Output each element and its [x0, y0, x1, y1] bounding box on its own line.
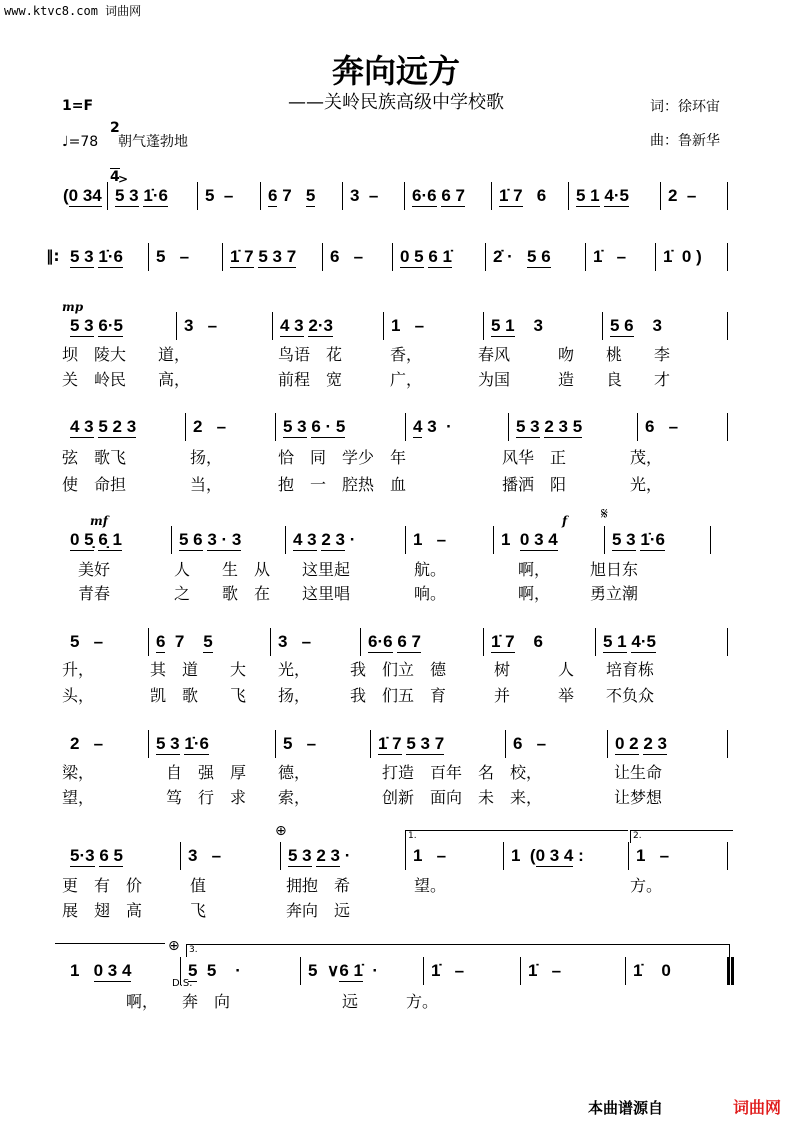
barline [360, 628, 361, 656]
beamed-notes: 6̣ 1 [98, 530, 123, 549]
beamed-notes: 5 1 [603, 632, 627, 651]
measure [230, 247, 296, 267]
barline [607, 730, 608, 758]
measure [491, 316, 543, 336]
notes: ( [63, 186, 69, 205]
measure [278, 632, 311, 652]
notes: 2 – [70, 734, 104, 753]
beamed-notes: 6 1̇ [428, 247, 453, 266]
barline [260, 182, 261, 210]
barline [625, 957, 626, 985]
measure [156, 734, 209, 754]
barline [485, 243, 486, 271]
notes: 3 – [278, 632, 312, 651]
measure [645, 417, 678, 437]
beamed-notes: 1̇ 7 [499, 186, 523, 205]
barline [423, 957, 424, 985]
measure [499, 186, 546, 206]
notes: · [345, 530, 356, 549]
beamed-notes: 4·5 [604, 186, 629, 205]
measure [280, 316, 333, 336]
notes: 2̇ · [493, 247, 528, 266]
measure [70, 632, 103, 652]
barline [176, 312, 177, 340]
barline [285, 526, 286, 554]
dynamic-mf: mf [90, 514, 108, 528]
beamed-notes: 5 6 [179, 530, 203, 549]
barline [405, 413, 406, 441]
dynamic-mp: mp [62, 300, 84, 314]
coda-icon-2: ⊕ [168, 938, 180, 954]
measure [633, 961, 671, 981]
measure [63, 186, 102, 206]
lyric-line-1: 梁， 自 强 厚 德， 打造 百年 名 校， 让生命 [62, 763, 663, 782]
barline [491, 182, 492, 210]
barline [275, 730, 276, 758]
notes: 2 – [668, 186, 697, 205]
barline [604, 526, 605, 554]
volta-1: 1. [405, 830, 628, 843]
notes: 2 – [193, 417, 227, 436]
tempo: ♩=78 [62, 134, 99, 150]
barline [483, 312, 484, 340]
segno-icon: 𝄋 [601, 504, 608, 523]
coda-icon: ⊕ [275, 823, 287, 839]
measure [283, 417, 345, 437]
notes: 1̇ – [528, 961, 562, 980]
beamed-notes: 6 · 5 [311, 417, 346, 436]
notes: 3 · [422, 417, 452, 436]
barline [405, 842, 406, 870]
beamed-notes: 0 3 4 [93, 961, 132, 980]
notes: 1̇ 0 [633, 961, 671, 980]
beamed-notes: 0 5 [400, 247, 424, 266]
notes: 5 – [205, 186, 234, 205]
barline [727, 730, 728, 758]
lyric-line-1: 啊， 奔 向 远 方。 [62, 992, 439, 1011]
beamed-notes: 5 1 [576, 186, 600, 205]
barline [727, 312, 728, 340]
notes: 6 – [645, 417, 679, 436]
measure [350, 186, 378, 206]
notes: 1 [70, 961, 94, 980]
song-title: 奔向远方 [331, 52, 461, 90]
beamed-notes: 3 · 3 [207, 530, 242, 549]
lyric-line-2: 使 命担 当， 抱 一 腔热 血 播洒 阳 光， [62, 475, 663, 494]
notes: 5 – [70, 632, 104, 651]
beamed-notes: 0 5̣ [70, 530, 94, 549]
barline [148, 243, 149, 271]
barline [404, 182, 405, 210]
beamed-notes: 2 3 [316, 846, 341, 865]
barline [171, 526, 172, 554]
song-subtitle: ——关岭民族高级中学校歌 [288, 92, 504, 113]
beamed-notes: 6 5 [99, 846, 123, 865]
beamed-notes: 4 3 [70, 417, 94, 436]
barline [300, 957, 301, 985]
measure [70, 316, 123, 336]
barline [270, 628, 271, 656]
beamed-notes: 2 3 5 [544, 417, 583, 436]
notes: 3 – [184, 316, 218, 335]
beamed-notes: 4·5 [631, 632, 656, 651]
time-top: 2 [110, 120, 120, 136]
notes: 3 – [350, 186, 379, 205]
barline [727, 413, 728, 441]
volta-3: 3. [186, 944, 730, 957]
barline [493, 526, 494, 554]
measure [70, 846, 123, 866]
measure [188, 961, 241, 981]
beamed-notes: 0 2 [615, 734, 639, 753]
measure [179, 530, 241, 550]
measure [70, 417, 136, 437]
notes: 7 [277, 186, 306, 205]
measure [491, 632, 543, 652]
measure [70, 530, 122, 550]
repeat-start: ‖: [46, 247, 60, 265]
notes: 6 [514, 632, 543, 651]
lyric-line-1: 坝 陵大 道， 鸟语 花 香， 春风 吻 桃 李 [62, 345, 671, 364]
measure [70, 247, 123, 267]
notes: 1̇ 0 ) [663, 247, 702, 266]
beamed-notes: 5 [305, 186, 316, 205]
staff-line [55, 943, 165, 944]
beamed-notes: 5 3 [283, 417, 307, 436]
measure [593, 247, 626, 267]
barline [595, 628, 596, 656]
measure [513, 734, 546, 754]
measure [576, 186, 629, 206]
notes: 5 – [156, 247, 190, 266]
barline [727, 628, 728, 656]
notes: 7 [165, 632, 204, 651]
measure [156, 247, 189, 267]
beamed-notes: 1̇·6 [640, 530, 665, 549]
beamed-notes: 5 2 3 [98, 417, 137, 436]
beamed-notes: 1̇·6 [98, 247, 123, 266]
barline [710, 526, 711, 554]
notes: 3 [514, 316, 543, 335]
measure [283, 734, 316, 754]
notes: 5 – [283, 734, 317, 753]
beamed-notes: 5 3 7 [406, 734, 445, 753]
beamed-notes: 5 6 [610, 316, 634, 335]
measure [413, 417, 452, 437]
notes: 3 [633, 316, 662, 335]
notes: 1̇ – [431, 961, 465, 980]
measure [308, 961, 378, 981]
beamed-notes: 1̇ 7 [491, 632, 515, 651]
volta-2: 2. [630, 830, 733, 843]
barline [483, 628, 484, 656]
barline [508, 413, 509, 441]
barline [568, 182, 569, 210]
barline [148, 730, 149, 758]
lyric-line-2: 望， 笃 行 求 索， 创新 面向 未 来， 让梦想 [62, 788, 663, 807]
measure [400, 247, 452, 267]
measure [70, 734, 103, 754]
key-signature: 1=F [62, 98, 94, 114]
barline [628, 842, 629, 870]
barline [370, 730, 371, 758]
notes: : [573, 846, 584, 865]
measure [612, 530, 665, 550]
measure [610, 316, 662, 336]
notes: · [362, 961, 379, 980]
notes: · [340, 846, 351, 865]
measure [330, 247, 363, 267]
notes: 3 – [188, 846, 222, 865]
beamed-notes: 6 [156, 632, 166, 651]
lyric-line-1: 美好 人 生 从 这里起 航。 啊， 旭日东 [62, 560, 639, 579]
barline [392, 243, 393, 271]
footer-source: 本曲谱源自 [587, 1099, 663, 1117]
lyricist: 词：徐环宙 [650, 99, 720, 115]
beamed-notes: 1̇ 7 [378, 734, 402, 753]
barline [405, 526, 406, 554]
barline [727, 243, 728, 271]
barline [185, 413, 186, 441]
barline [197, 182, 198, 210]
measure [412, 186, 465, 206]
notes: 1 ( [511, 846, 536, 865]
beamed-notes: 2 3 [643, 734, 668, 753]
beamed-notes: 5 3 [516, 417, 540, 436]
barline [655, 243, 656, 271]
notes: 1 – [391, 316, 425, 335]
measure [528, 961, 561, 981]
beamed-notes: 6 7 [397, 632, 421, 651]
beamed-notes: 5 3 [156, 734, 180, 753]
beamed-notes: 2·3 [308, 316, 333, 335]
measure [511, 846, 584, 866]
measure [184, 316, 217, 336]
beamed-notes: 5 [203, 632, 213, 651]
beamed-notes: 1̇·6 [143, 186, 168, 205]
beamed-notes: 6 7 [441, 186, 465, 205]
dynamic-f: f [562, 514, 568, 528]
composer: 曲：鲁新华 [650, 133, 720, 149]
notes: 6 [522, 186, 547, 205]
barline [505, 730, 506, 758]
beamed-notes: 5 3 [288, 846, 312, 865]
beamed-notes: 5·3 [70, 846, 95, 865]
beamed-notes: 5 3 [612, 530, 636, 549]
notes: 1 [501, 530, 520, 549]
beamed-notes: 6 [268, 186, 278, 205]
beamed-notes: 5 [188, 961, 198, 980]
measure [293, 530, 355, 550]
measure [268, 186, 315, 206]
beamed-notes: 5 6 [527, 247, 551, 266]
beamed-notes: 5 3 [115, 186, 139, 205]
beamed-notes: 6 1̇ [339, 961, 363, 980]
beamed-notes: 5 3 [70, 316, 94, 335]
measure [413, 846, 446, 866]
lyric-line-2: 头， 凯 歌 飞 扬， 我 们五 育 并 举 不负众 [62, 686, 655, 705]
barline [180, 842, 181, 870]
measure [663, 247, 702, 267]
barline [107, 182, 108, 210]
measure [391, 316, 424, 336]
beamed-notes: 4 3 [280, 316, 304, 335]
lyric-line-2: 青春 之 歌 在 这里唱 响。 啊， 勇立潮 [62, 584, 639, 603]
expression: 朝气蓬勃地 [118, 134, 188, 150]
barline [727, 182, 728, 210]
lyric-line-2: 关 岭民 高， 前程 宽 广， 为国 造 良 才 [62, 370, 671, 389]
measure [493, 247, 551, 267]
beamed-notes: 6·5 [98, 316, 123, 335]
lyric-line-1: 弦 歌飞 扬， 恰 同 学少 年 风华 正 茂， [62, 448, 663, 467]
barline [222, 243, 223, 271]
watermark: www.ktvc8.com 词曲网 [4, 4, 142, 18]
measure [603, 632, 656, 652]
lyric-line-1: 更 有 价 值 拥抱 希 望。 方。 [62, 876, 663, 895]
barline [602, 312, 603, 340]
measure [378, 734, 444, 754]
barline [660, 182, 661, 210]
measure [205, 186, 233, 206]
barline [280, 842, 281, 870]
barline [322, 243, 323, 271]
barline [383, 312, 384, 340]
beamed-notes: 4 3 [293, 530, 317, 549]
beamed-notes: 5 1 [491, 316, 515, 335]
beamed-notes: 0 34 [68, 186, 102, 205]
notes: 1 – [413, 846, 447, 865]
beamed-notes: 2 3 [321, 530, 346, 549]
notes: 1 – [413, 530, 447, 549]
measure [615, 734, 667, 754]
measure [501, 530, 558, 550]
measure [516, 417, 582, 437]
notes: 1 – [636, 846, 670, 865]
barline [148, 628, 149, 656]
measure [288, 846, 350, 866]
measure [368, 632, 421, 652]
beamed-notes: 5 3 7 [258, 247, 297, 266]
beamed-notes: 1̇ 7 [230, 247, 254, 266]
barline [585, 243, 586, 271]
measure [188, 846, 221, 866]
measure [636, 846, 669, 866]
barline [637, 413, 638, 441]
notes: 5 · [197, 961, 241, 980]
notes: 5 ∨ [308, 961, 340, 980]
beamed-notes: 4 [413, 417, 423, 436]
barline [275, 413, 276, 441]
beamed-notes: 0 3 4 [535, 846, 574, 865]
measure [431, 961, 464, 981]
notes: 6 – [330, 247, 364, 266]
lyric-line-2: 展 翅 高 飞 奔向 远 [62, 901, 351, 920]
ds-mark: D.S. [172, 978, 193, 989]
final-barline [730, 957, 734, 985]
measure [115, 186, 168, 206]
measure [193, 417, 226, 437]
lyric-line-1: 升， 其 道 大 光， 我 们立 德 树 人 培育栋 [62, 660, 655, 679]
beamed-notes: 1̇·6 [184, 734, 209, 753]
measure [413, 530, 446, 550]
measure [156, 632, 213, 652]
time-bottom: 4 [110, 169, 120, 185]
barline [727, 842, 728, 870]
notes: 1̇ – [593, 247, 627, 266]
beamed-notes: 6·6 [368, 632, 393, 651]
barline [503, 842, 504, 870]
barline [520, 957, 521, 985]
measure [668, 186, 696, 206]
beamed-notes: 6·6 [412, 186, 437, 205]
measure [70, 961, 131, 981]
notes: 6 – [513, 734, 547, 753]
barline [342, 182, 343, 210]
beamed-notes: 5 3 [70, 247, 94, 266]
accent-mark: > [118, 172, 129, 186]
barline [272, 312, 273, 340]
footer-logo[interactable]: 词曲网 [732, 1098, 781, 1117]
beamed-notes: 0 3 4 [519, 530, 558, 549]
